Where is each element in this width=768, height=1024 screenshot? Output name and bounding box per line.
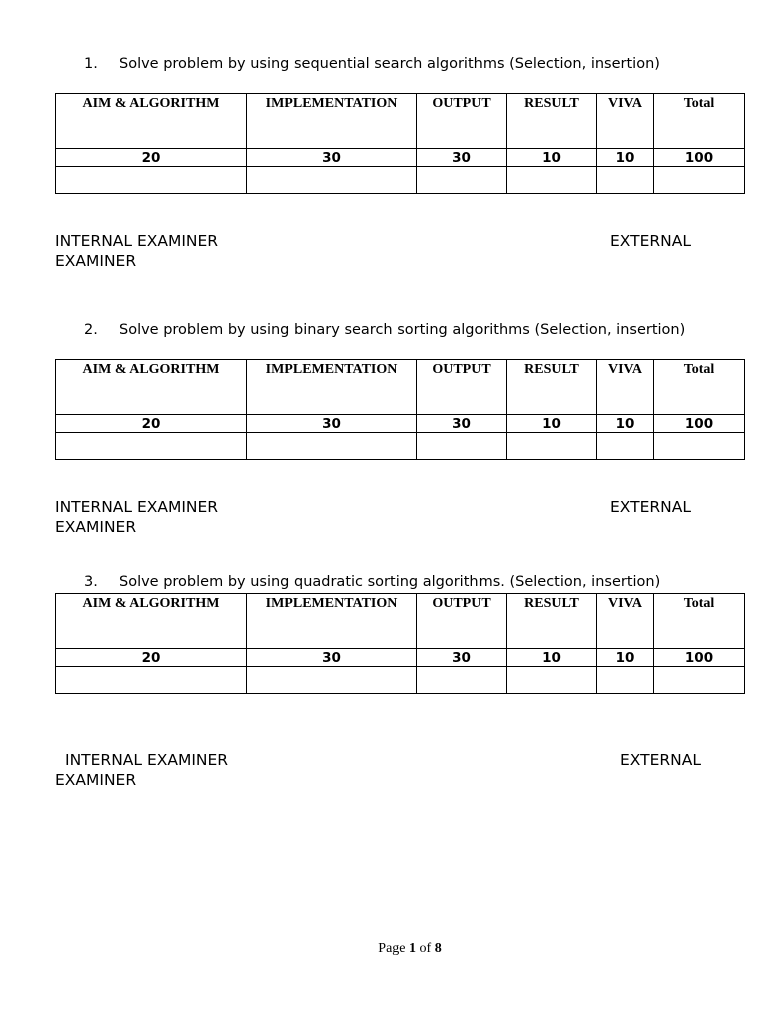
- header-row: [56, 594, 745, 649]
- marks-cell: 100: [654, 415, 745, 433]
- marks-cell: 30: [417, 649, 507, 667]
- question-number: 2.: [84, 322, 98, 338]
- question-text: Solve problem by using quadratic sorting algorithms. (Selection, insertion): [119, 574, 661, 590]
- marks-cell: 30: [417, 415, 507, 433]
- header-implementation: IMPLEMENTATION: [247, 360, 417, 415]
- marks-cell: 30: [417, 149, 507, 167]
- blank-cell: [654, 167, 745, 194]
- header-viva: VIVA: [597, 360, 654, 415]
- blank-cell: [247, 667, 417, 694]
- current-page-number: 1: [409, 941, 417, 956]
- marks-table-3: [55, 593, 745, 694]
- header-viva: VIVA: [597, 94, 654, 149]
- blank-cell: [56, 167, 247, 194]
- blank-cell: [417, 167, 507, 194]
- of-word: of: [419, 941, 432, 956]
- header-row: [56, 360, 745, 415]
- blank-cell: [507, 433, 597, 460]
- external-examiner-label-line2: EXAMINER: [55, 252, 137, 270]
- blank-cell: [417, 667, 507, 694]
- marks-cell: 20: [56, 415, 247, 433]
- blank-cell: [247, 433, 417, 460]
- question-number: 1.: [84, 56, 98, 72]
- marks-cell: 20: [56, 149, 247, 167]
- header-total: Total: [654, 360, 745, 415]
- header-result: RESULT: [507, 360, 597, 415]
- question-text: Solve problem by using binary search sorting algorithms (Selection, insertion): [119, 322, 686, 338]
- header-implementation: IMPLEMENTATION: [247, 94, 417, 149]
- marks-cell: 10: [507, 149, 597, 167]
- external-examiner-label-line2: EXAMINER: [55, 771, 137, 789]
- external-examiner-label-line2: EXAMINER: [55, 518, 137, 536]
- page-word: Page: [378, 941, 406, 956]
- marks-cell: 10: [507, 415, 597, 433]
- marks-cell: 30: [247, 415, 417, 433]
- header-aim-algorithm: AIM & ALGORITHM: [56, 594, 247, 649]
- header-output: OUTPUT: [417, 360, 507, 415]
- max-marks-row: [56, 149, 745, 167]
- header-total: Total: [654, 594, 745, 649]
- header-output: OUTPUT: [417, 594, 507, 649]
- header-aim-algorithm: AIM & ALGORITHM: [56, 94, 247, 149]
- obtained-marks-row: [56, 667, 745, 694]
- question-3: [84, 574, 660, 590]
- obtained-marks-row: [56, 167, 745, 194]
- internal-examiner-label: INTERNAL EXAMINER: [65, 751, 229, 769]
- header-result: RESULT: [507, 594, 597, 649]
- blank-cell: [597, 433, 654, 460]
- obtained-marks-row: [56, 433, 745, 460]
- external-examiner-label: EXTERNAL: [610, 498, 692, 516]
- question-2: [84, 322, 685, 338]
- blank-cell: [247, 167, 417, 194]
- marks-cell: 100: [654, 649, 745, 667]
- marks-cell: 30: [247, 649, 417, 667]
- header-output: OUTPUT: [417, 94, 507, 149]
- marks-cell: 10: [597, 415, 654, 433]
- header-result: RESULT: [507, 94, 597, 149]
- page-footer: [0, 941, 768, 957]
- question-text: Solve problem by using sequential search algorithms (Selection, insertion): [119, 56, 660, 72]
- marks-cell: 20: [56, 649, 247, 667]
- blank-cell: [654, 433, 745, 460]
- marks-table-2: [55, 359, 745, 460]
- blank-cell: [56, 667, 247, 694]
- blank-cell: [507, 167, 597, 194]
- marks-cell: 100: [654, 149, 745, 167]
- question-1: [84, 56, 660, 72]
- max-marks-row: [56, 415, 745, 433]
- internal-examiner-label: INTERNAL EXAMINER: [55, 232, 219, 250]
- marks-cell: 10: [597, 149, 654, 167]
- marks-cell: 30: [247, 149, 417, 167]
- blank-cell: [56, 433, 247, 460]
- total-pages-number: 8: [434, 941, 442, 956]
- internal-examiner-label: INTERNAL EXAMINER: [55, 498, 219, 516]
- header-viva: VIVA: [597, 594, 654, 649]
- header-total: Total: [654, 94, 745, 149]
- blank-cell: [654, 667, 745, 694]
- blank-cell: [597, 667, 654, 694]
- marks-table-1: [55, 93, 745, 194]
- blank-cell: [417, 433, 507, 460]
- question-number: 3.: [84, 574, 98, 590]
- blank-cell: [507, 667, 597, 694]
- external-examiner-label: EXTERNAL: [610, 232, 692, 250]
- header-row: [56, 94, 745, 149]
- max-marks-row: [56, 649, 745, 667]
- external-examiner-label: EXTERNAL: [620, 751, 702, 769]
- header-aim-algorithm: AIM & ALGORITHM: [56, 360, 247, 415]
- header-implementation: IMPLEMENTATION: [247, 594, 417, 649]
- blank-cell: [597, 167, 654, 194]
- marks-cell: 10: [597, 649, 654, 667]
- marks-cell: 10: [507, 649, 597, 667]
